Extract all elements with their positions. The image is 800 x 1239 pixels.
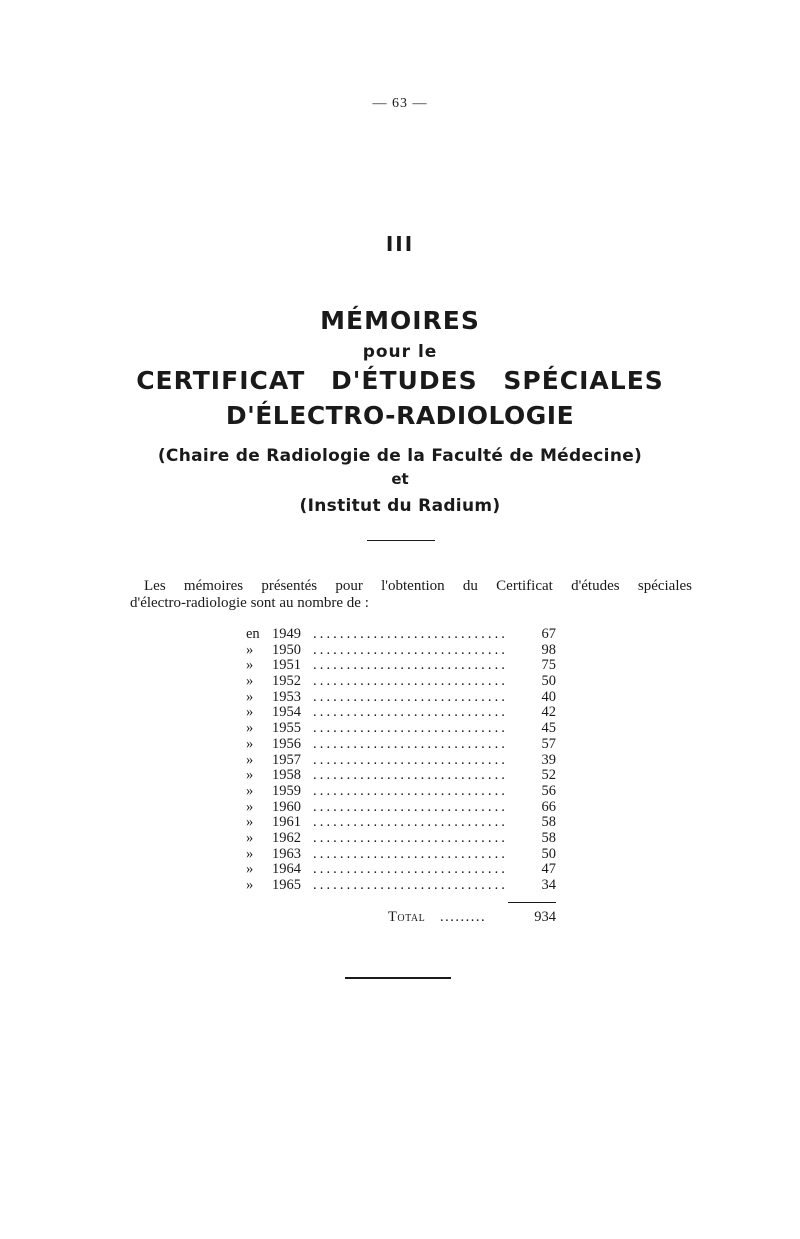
row-prefix: » xyxy=(246,704,254,721)
row-count: 58 xyxy=(541,829,556,846)
leader-dots: ............................. xyxy=(313,846,509,862)
table-row xyxy=(246,831,556,847)
leader-dots: ............................. xyxy=(313,815,509,831)
table-row xyxy=(246,768,556,784)
row-year: 1954 xyxy=(272,704,301,721)
row-prefix: » xyxy=(246,829,254,846)
table-row xyxy=(246,753,556,769)
row-year: 1959 xyxy=(272,782,301,799)
row-count: 42 xyxy=(541,704,556,721)
row-count: 50 xyxy=(541,845,556,862)
row-year: 1961 xyxy=(272,814,301,831)
row-count: 66 xyxy=(541,798,556,815)
table-row xyxy=(246,862,556,878)
end-rule xyxy=(345,977,451,979)
leader-dots: ............................. xyxy=(313,768,509,784)
subtitle-et: et xyxy=(391,470,409,488)
row-count: 47 xyxy=(541,861,556,878)
row-year: 1950 xyxy=(272,641,301,658)
row-year: 1958 xyxy=(272,767,301,784)
row-prefix: » xyxy=(246,657,254,674)
row-count: 67 xyxy=(541,626,556,642)
table-row xyxy=(246,674,556,690)
leader-dots: ............................. xyxy=(313,705,509,721)
row-prefix: » xyxy=(246,688,254,705)
row-prefix: en xyxy=(246,626,260,642)
table-row xyxy=(246,690,556,706)
leader-dots: ............................. xyxy=(313,878,509,893)
table-row xyxy=(246,784,556,800)
table-row xyxy=(246,737,556,753)
page-number: — 63 — xyxy=(372,96,428,111)
title-electro-radiologie: D'ÉLECTRO-RADIOLOGIE xyxy=(225,401,575,430)
table-row xyxy=(246,705,556,721)
leader-dots: ............................. xyxy=(313,799,509,815)
leader-dots: ............................. xyxy=(313,862,509,878)
row-count: 40 xyxy=(541,688,556,705)
leader-dots: ............................. xyxy=(313,736,509,752)
year-count-table xyxy=(246,627,556,894)
leader-dots: ............................. xyxy=(313,689,509,705)
row-year: 1960 xyxy=(272,798,301,815)
row-year: 1953 xyxy=(272,688,301,705)
row-count: 98 xyxy=(541,641,556,658)
table-row xyxy=(246,643,556,659)
sum-rule xyxy=(508,902,556,903)
row-year: 1951 xyxy=(272,657,301,674)
total-value: 934 xyxy=(534,909,556,925)
row-count: 34 xyxy=(541,877,556,893)
table-row xyxy=(246,658,556,674)
title-memoires: MÉMOIRES xyxy=(320,306,480,335)
intro-paragraph xyxy=(130,578,692,612)
title-certificat: CERTIFICAT D'ÉTUDES SPÉCIALES xyxy=(136,366,664,395)
row-count: 52 xyxy=(541,767,556,784)
row-prefix: » xyxy=(246,814,254,831)
row-year: 1962 xyxy=(272,829,301,846)
row-year: 1949 xyxy=(272,626,301,642)
row-year: 1956 xyxy=(272,735,301,752)
row-year: 1965 xyxy=(272,877,301,893)
leader-dots: ......... xyxy=(440,909,487,925)
row-prefix: » xyxy=(246,782,254,799)
leader-dots: ............................. xyxy=(313,830,509,846)
table-row xyxy=(246,878,556,894)
intro-line: d'électro-radiologie sont au nombre de : xyxy=(130,595,369,611)
section-number: III xyxy=(385,232,415,256)
row-year: 1952 xyxy=(272,673,301,690)
leader-dots: ............................. xyxy=(313,752,509,768)
table-row xyxy=(246,721,556,737)
row-prefix: » xyxy=(246,877,254,893)
row-count: 39 xyxy=(541,751,556,768)
table-row xyxy=(246,627,556,643)
intro-line: Les mémoires présentés pour l'obtention du Certificat d'études spéciales xyxy=(144,578,692,594)
row-prefix: » xyxy=(246,767,254,784)
row-count: 75 xyxy=(541,657,556,674)
row-prefix: » xyxy=(246,673,254,690)
leader-dots: ............................. xyxy=(313,721,509,737)
row-count: 50 xyxy=(541,673,556,690)
leader-dots: ............................. xyxy=(313,627,509,642)
title-pour-le: pour le xyxy=(362,342,438,362)
total-label: Total xyxy=(388,909,426,925)
row-year: 1955 xyxy=(272,720,301,737)
row-prefix: » xyxy=(246,735,254,752)
row-count: 57 xyxy=(541,735,556,752)
row-count: 45 xyxy=(541,720,556,737)
row-year: 1964 xyxy=(272,861,301,878)
row-year: 1963 xyxy=(272,845,301,862)
leader-dots: ............................. xyxy=(313,674,509,690)
subtitle-institut: (Institut du Radium) xyxy=(299,496,501,516)
row-count: 58 xyxy=(541,814,556,831)
subtitle-chaire: (Chaire de Radiologie de la Faculté de Médecine) xyxy=(157,446,643,466)
row-prefix: » xyxy=(246,845,254,862)
row-prefix: » xyxy=(246,641,254,658)
divider-rule xyxy=(367,540,435,541)
table-row xyxy=(246,847,556,863)
row-prefix: » xyxy=(246,798,254,815)
leader-dots: ............................. xyxy=(313,783,509,799)
row-count: 56 xyxy=(541,782,556,799)
row-prefix: » xyxy=(246,751,254,768)
leader-dots: ............................. xyxy=(313,658,509,674)
row-prefix: » xyxy=(246,861,254,878)
row-prefix: » xyxy=(246,720,254,737)
row-year: 1957 xyxy=(272,751,301,768)
table-row xyxy=(246,800,556,816)
leader-dots: ............................. xyxy=(313,642,509,658)
table-row xyxy=(246,815,556,831)
